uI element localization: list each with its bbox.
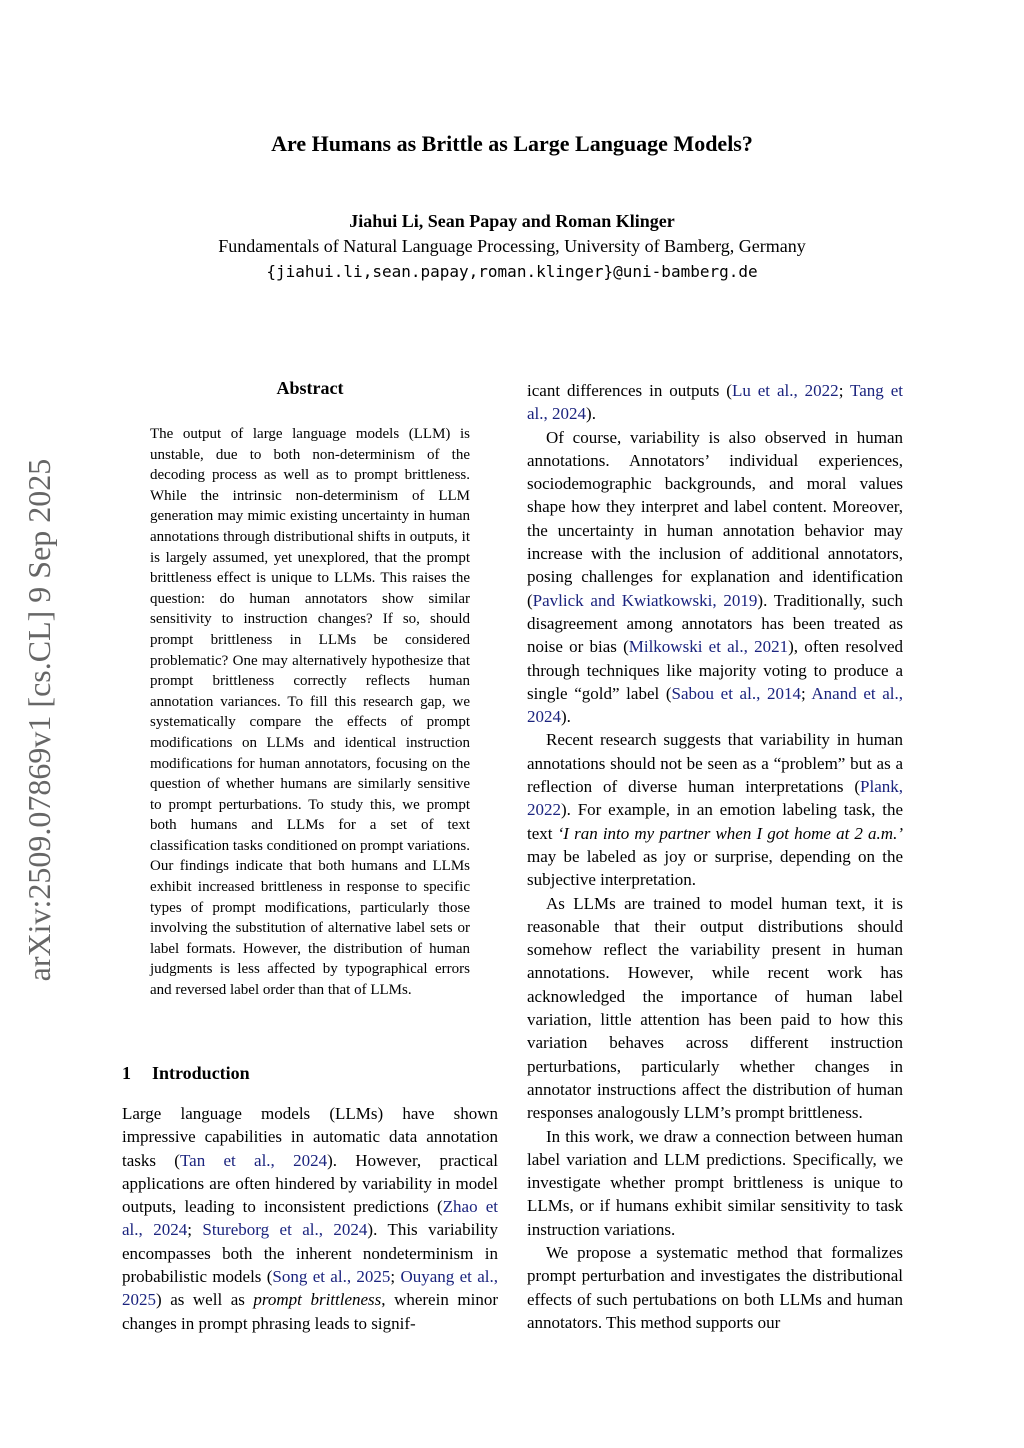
intro-paragraph-5: In this work, we draw a connection between human label variation and LLM predictions. Specifically, we investigate whether prompt brittleness is unique to LLMs, or if humans exhibit similar sensitivity to task instruction variations. bbox=[527, 1126, 903, 1239]
citation-link[interactable]: Sabou et al., 2014 bbox=[671, 683, 801, 703]
paper-authors: Jiahui Li, Sean Papay and Roman Klinger bbox=[349, 211, 675, 231]
section-title: Introduction bbox=[152, 1063, 250, 1083]
text-run: ). For example, in an emotion labeling task, the text bbox=[527, 800, 903, 843]
text-run: ). However, practical applications are often hindered by variability in model outputs, leading to inconsistent predictions ( bbox=[122, 1150, 498, 1217]
arxiv-stamp: arXiv:2509.07869v1 [cs.CL] 9 Sep 2025 bbox=[21, 458, 57, 982]
text-run: Of course, variability is also observed in human annotations. Annotators’ individual experiences, sociodemographic backgrounds, and moral values shape how they interpret and label content. Moreover, the uncertainty in human annotation behavior may increase with the inclusion of additional annotators, posing challenges for explanation and identification ( bbox=[527, 427, 903, 610]
text-run: ; bbox=[187, 1220, 203, 1240]
intro-paragraph-6: We propose a systematic method that formalizes prompt perturbation and investigates the distributional effects of such pertubations on both LLMs and human annotators. This method supports our bbox=[527, 1242, 903, 1332]
text-run: ; bbox=[390, 1267, 401, 1287]
citation-link[interactable]: Ouyang et al., 2025 bbox=[122, 1267, 498, 1310]
text-run: ). Traditionally, such disagreement among annotators has been treated as noise or bias ( bbox=[527, 590, 903, 657]
citation-link[interactable]: Stureborg et al., 2024 bbox=[202, 1220, 368, 1240]
abstract-heading: Abstract bbox=[276, 378, 344, 398]
intro-paragraph-continued bbox=[527, 379, 903, 426]
citation-link[interactable]: Plank, 2022 bbox=[527, 777, 903, 820]
citation-link[interactable]: Lu et al., 2022 bbox=[731, 381, 839, 400]
text-run: ) as well as bbox=[156, 1290, 254, 1310]
citation-link[interactable]: Zhao et al., 2024 bbox=[122, 1197, 498, 1240]
citation-link[interactable]: Tang et al., 2024 bbox=[527, 381, 903, 424]
intro-paragraph-4: As LLMs are trained to model human text, it is reasonable that their output distributions should somehow reflect the variability present in human annotations. However, while recent work has acknowledged the importance of human label variation, little attention has been paid to how this variation behaves across different instruction perturbations, particularly whether changes in annotator instructions affect the distribution of human responses analogously LLM’s prompt brittleness. bbox=[527, 893, 903, 1123]
text-run: ; bbox=[800, 683, 812, 703]
text-run: , wherein minor changes in prompt phrasing leads to signif- bbox=[122, 1290, 498, 1333]
text-run: ). bbox=[586, 404, 596, 424]
text-run: ), often resolved through techniques like majority voting to produce a single “gold” label ( bbox=[527, 637, 903, 703]
text-run: ). bbox=[561, 707, 571, 727]
citation-link[interactable]: Milkowski et al., 2021 bbox=[628, 637, 789, 657]
text-run: ). This variability encompasses both the inherent nondeterminism in probabilistic models ( bbox=[122, 1220, 498, 1287]
intro-paragraph-2 bbox=[527, 426, 903, 729]
text-run: ; bbox=[838, 381, 851, 400]
section-heading-introduction bbox=[122, 1063, 498, 1084]
intro-left-column bbox=[122, 1102, 498, 1335]
intro-paragraph-3 bbox=[527, 728, 903, 891]
paper-title: Are Humans as Brittle as Large Language Models? bbox=[271, 131, 753, 156]
text-run: may be labeled as joy or surprise, depending on the subjective interpretation. bbox=[527, 846, 903, 890]
text-run: Recent research suggests that variability in human annotations should not be seen as a “problem” but as a reflection of diverse human interpretations ( bbox=[527, 730, 903, 797]
citation-link[interactable]: Pavlick and Kwiatkowski, 2019 bbox=[532, 590, 758, 610]
section-number: 1 bbox=[122, 1063, 131, 1083]
emphasis-term: prompt brittleness bbox=[253, 1290, 382, 1310]
citation-link[interactable]: Tan et al., 2024 bbox=[179, 1150, 328, 1170]
citation-link[interactable]: Song et al., 2025 bbox=[272, 1267, 391, 1287]
paper-email: {jiahui.li,sean.papay,roman.klinger}@uni-bamberg.de bbox=[266, 262, 758, 281]
intro-paragraph-1 bbox=[122, 1102, 498, 1335]
intro-right-column bbox=[527, 379, 903, 1334]
example-quote: ‘I ran into my partner when I got home at 2 a.m.’ bbox=[557, 823, 903, 843]
citation-link[interactable]: Anand et al., 2024 bbox=[527, 683, 903, 727]
text-run: icant differences in outputs ( bbox=[527, 381, 732, 400]
abstract-body: The output of large language models (LLM) is unstable, due to both non-determinism of the decoding process as well as to prompt brittleness. While the intrinsic non-determinism of LLM generation may mimic existing uncertainty in human annotations through distributional shifts in outputs, it is largely assumed, yet unexplored, that the prompt brittleness effect is unique to LLMs. This raises the question: do human annotators show similar sensitivity to instruction changes? If so, should prompt brittleness in LLMs be considered problematic? One may alternatively hypothesize that prompt brittleness correctly reflects human annotation variances. To fill this research gap, we systematically compare the effects of prompt modifications on LLMs and identical instruction modifications for human annotators, focusing on the question of whether humans are similarly sensitive to prompt perturbations. To study this, we prompt both humans and LLMs for a set of text classification tasks conditioned on prompt variations. Our findings indicate that both humans and LLMs exhibit increased brittleness in response to specific types of prompt modifications, particularly those involving the substitution of alternative label sets or label formats. However, the distribution of human judgments is less affected by typographical errors and reversed label order than that of LLMs. bbox=[150, 426, 470, 999]
text-run: Large language models (LLMs) have shown impressive capabilities in automatic data annotation tasks ( bbox=[122, 1104, 498, 1170]
paper-affiliation: Fundamentals of Natural Language Processing, University of Bamberg, Germany bbox=[218, 236, 806, 256]
